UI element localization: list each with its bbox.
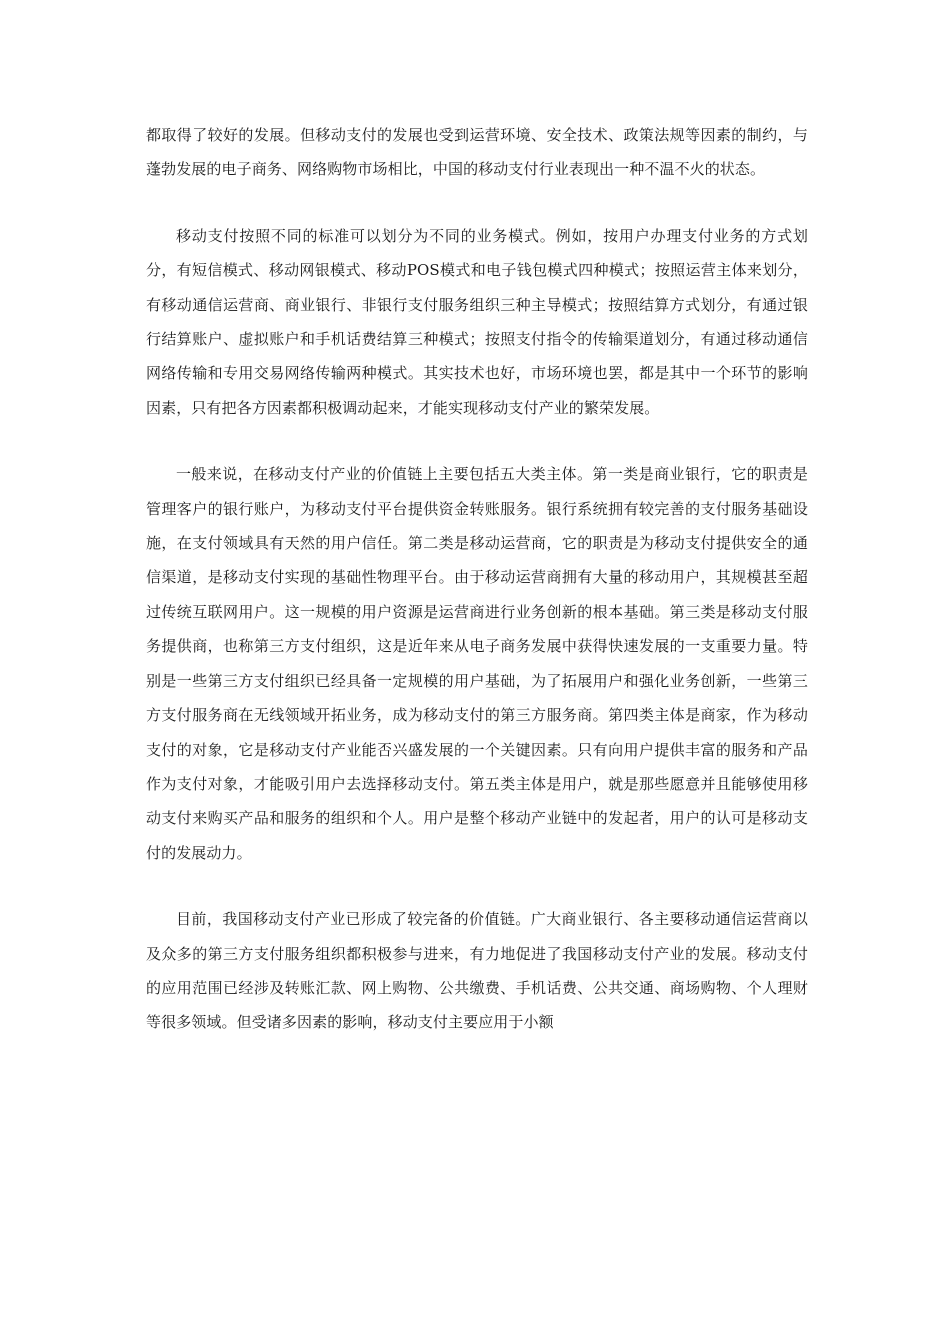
- paragraph-3: 一般来说，在移动支付产业的价值链上主要包括五大类主体。第一类是商业银行，它的职责是管理客户的银行账户，为移动支付平台提供资金转账服务。银行系统拥有较完善的支付服务基础设施，在支付领域具有天然的用户信任。第二类是移动运营商，它的职责是为移动支付提供安全的通信渠道，是移动支付实现的基础性物理平台。由于移动运营商拥有大量的移动用户，其规模甚至超过传统互联网用户。这一规模的用户资源是运营商进行业务创新的根本基础。第三类是移动支付服务提供商，也称第三方支付组织，这是近年来从电子商务发展中获得快速发展的一支重要力量。特别是一些第三方支付组织已经具备一定规模的用户基础，为了拓展用户和强化业务创新，一些第三方支付服务商在无线领域开拓业务，成为移动支付的第三方服务商。第四类主体是商家，作为移动支付的对象，它是移动支付产业能否兴盛发展的一个关键因素。只有向用户提供丰富的服务和产品作为支付对象，才能吸引用户去选择移动支付。第五类主体是用户，就是那些愿意并且能够使用移动支付来购买产品和服务的组织和个人。用户是整个移动产业链中的发起者，用户的认可是移动支付的发展动力。: [146, 465, 808, 862]
- paragraph-1: 都取得了较好的发展。但移动支付的发展也受到运营环境、安全技术、政策法规等因素的制约，与蓬勃发展的电子商务、网络购物市场相比，中国的移动支付行业表现出一种不温不火的状态。: [146, 126, 808, 179]
- document-body: [146, 118, 808, 1072]
- paragraph-2: 移动支付按照不同的标准可以划分为不同的业务模式。例如，按用户办理支付业务的方式划分，有短信模式、移动网银模式、移动POS模式和电子钱包模式四种模式；按照运营主体来划分，有移动通信运营商、商业银行、非银行支付服务组织三种主导模式；按照结算方式划分，有通过银行结算账户、虚拟账户和手机话费结算三种模式；按照支付指令的传输渠道划分，有通过移动通信网络传输和专用交易网络传输两种模式。其实技术也好，市场环境也罢，都是其中一个环节的影响因素，只有把各方因素都积极调动起来，才能实现移动支付产业的繁荣发展。: [146, 226, 808, 417]
- paragraph-4: 目前，我国移动支付产业已形成了较完备的价值链。广大商业银行、各主要移动通信运营商以及众多的第三方支付服务组织都积极参与进来，有力地促进了我国移动支付产业的发展。移动支付的应用范围已经涉及转账汇款、网上购物、公共缴费、手机话费、公共交通、商场购物、个人理财等很多领域。但受诸多因素的影响，移动支付主要应用于小额: [146, 910, 808, 1032]
